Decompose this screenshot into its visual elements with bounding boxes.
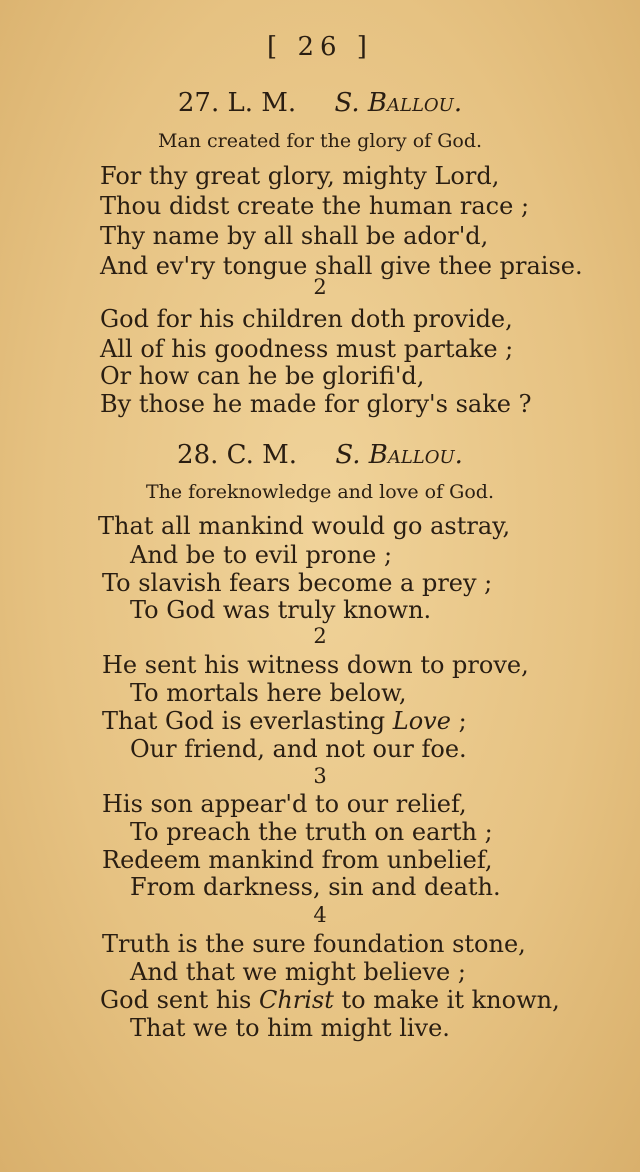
verse-line: To preach the truth on earth ; — [130, 818, 493, 846]
verse-line: Redeem mankind from unbelief, — [102, 846, 493, 874]
hymn-27-header — [0, 88, 640, 118]
hymn-subtitle: The foreknowledge and love of God. — [145, 481, 494, 503]
hymn-number: 27. — [177, 88, 220, 118]
verse-line: All of his goodness must partake ; — [100, 335, 514, 363]
hymn-subtitle: Man created for the glory of God. — [157, 130, 483, 152]
hymn-28-header — [0, 440, 640, 470]
verse-line: And ev'ry tongue shall give thee praise. — [100, 252, 583, 280]
verse-line: Our friend, and not our foe. — [130, 735, 467, 763]
verse-line: Truth is the sure foundation stone, — [102, 930, 526, 958]
verse-line: He sent his witness down to prove, — [102, 651, 529, 679]
verse-line: That we to him might live. — [130, 1014, 450, 1042]
verse-line: From darkness, sin and death. — [130, 873, 501, 901]
hymn-meter: L. M. — [227, 88, 297, 118]
hymn-author: S. Ballou. — [334, 88, 463, 118]
stanza-number: 4 — [313, 903, 327, 927]
verse-line: By those he made for glory's sake ? — [100, 390, 532, 418]
verse-line: And that we might believe ; — [130, 958, 466, 986]
hymn-author: S. Ballou. — [335, 440, 463, 470]
verse-line: That God is everlasting Love ; — [102, 707, 467, 735]
verse-line: To slavish fears become a prey ; — [102, 569, 493, 597]
emphasis-christ: Christ — [258, 986, 334, 1014]
verse-line: Thy name by all shall be ador'd, — [100, 222, 489, 250]
verse-line: To God was truly known. — [130, 596, 432, 624]
verse-line: His son appear'd to our relief, — [102, 790, 467, 818]
page-number: [ 26 ] — [267, 32, 373, 62]
emphasis-love: Love — [392, 707, 451, 735]
verse-line: Thou didst create the human race ; — [100, 192, 530, 220]
hymn-meter: C. M. — [226, 440, 298, 470]
verse-line: Or how can he be glorifi'd, — [100, 362, 425, 390]
stanza-number: 3 — [313, 764, 327, 788]
stanza-number: 2 — [313, 275, 327, 299]
stanza-number: 2 — [313, 624, 327, 648]
verse-line: That all mankind would go astray, — [98, 512, 511, 540]
verse-line: God for his children doth provide, — [100, 305, 513, 333]
verse-line: God sent his Christ to make it known, — [100, 986, 560, 1014]
verse-line: And be to evil prone ; — [130, 541, 393, 569]
hymn-number: 28. — [177, 440, 219, 470]
verse-line: To mortals here below, — [130, 679, 407, 707]
verse-line: For thy great glory, mighty Lord, — [100, 162, 500, 190]
